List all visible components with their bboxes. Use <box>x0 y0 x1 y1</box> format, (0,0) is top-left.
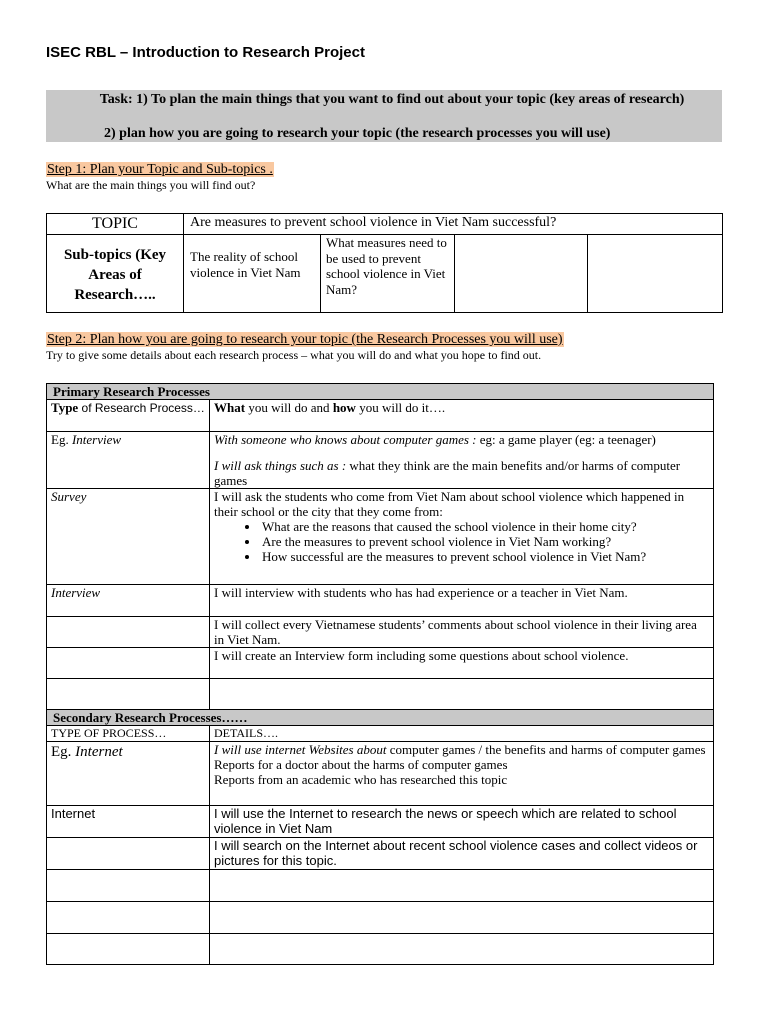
primary-form-details: I will create an Interview form including some questions about school violence. <box>210 648 714 679</box>
primary-comments-details: I will collect every Vietnamese students’ comments about school violence in their living area in Viet Nam. <box>210 617 714 648</box>
primary-eg-type: Eg. Interview <box>47 432 210 489</box>
primary-header: Primary Research Processes <box>47 384 714 400</box>
subtopic-1: The reality of school violence in Viet Nam <box>184 235 321 313</box>
secondary-internet-type: Internet <box>47 806 210 838</box>
step2-heading-wrap <box>46 330 564 348</box>
secondary-empty-type <box>47 870 210 902</box>
primary-eg-details: With someone who knows about computer games : eg: a game player (eg: a teenager) I will ask things such as : what they think are the main benefits and/or harms of computer games <box>210 432 714 489</box>
secondary-eg-details: I will use internet Websites about computer games / the benefits and harms of computer games Reports for a doctor about the harms of computer games Reports from an academic who has researched this topic <box>210 742 714 806</box>
primary-empty-type <box>47 648 210 679</box>
task-box <box>46 90 722 142</box>
task-line-1: Task: 1) To plan the main things that you want to find out about your topic (key areas of research) <box>99 92 685 107</box>
topic-value: Are measures to prevent school violence in Viet Nam successful? <box>184 214 723 235</box>
primary-interview-details: I will interview with students who has had experience or a teacher in Viet Nam. <box>210 585 714 617</box>
survey-question: • How successful are the measures to prevent school violence in Viet Nam? <box>260 549 709 564</box>
secondary-empty-type <box>47 934 210 965</box>
step2-subtitle: Try to give some details about each research process – what you will do and what you hope to find out. <box>46 348 542 362</box>
secondary-col-details: DETAILS…. <box>210 726 714 742</box>
primary-empty-type <box>47 679 210 710</box>
secondary-empty-type <box>47 902 210 934</box>
survey-question-list <box>214 519 709 564</box>
subtopic-3 <box>455 235 588 313</box>
step1-heading-wrap <box>46 160 274 178</box>
secondary-eg-type: Eg. Internet <box>47 742 210 806</box>
primary-survey-type: Survey <box>47 489 210 585</box>
primary-interview-type: Interview <box>47 585 210 617</box>
subtopics-label: Sub-topics (Key Areas of Research….. <box>47 235 184 313</box>
secondary-empty-details <box>210 902 714 934</box>
step1-subtitle: What are the main things you will find out? <box>46 178 256 192</box>
subtopic-2: What measures need to be used to prevent school violence in Viet Nam? <box>321 235 455 313</box>
secondary-col-type: TYPE OF PROCESS… <box>47 726 210 742</box>
research-table <box>46 383 714 965</box>
topic-table <box>46 213 723 313</box>
primary-empty-details <box>210 679 714 710</box>
primary-col-type: Type of Research Process… <box>47 400 210 432</box>
primary-empty-type <box>47 617 210 648</box>
secondary-internet-details-1: I will use the Internet to research the news or speech which are related to school violence in Viet Nam <box>210 806 714 838</box>
subtopic-4 <box>588 235 723 313</box>
secondary-empty-details <box>210 870 714 902</box>
topic-label: TOPIC <box>47 214 184 235</box>
survey-question: • What are the reasons that caused the school violence in their home city? <box>260 519 709 534</box>
secondary-empty-details <box>210 934 714 965</box>
primary-survey-details: I will ask the students who come from Viet Nam about school violence which happened in their school or the city that they come from: • What are the reasons that caused the school violence in their home city? • Are the measures to prevent school violence in Viet Nam working? • How successful are the measures to prevent school violence in Viet Nam? <box>210 489 714 585</box>
primary-col-what: What you will do and how you will do it…. <box>210 400 714 432</box>
survey-question: • Are the measures to prevent school violence in Viet Nam working? <box>260 534 709 549</box>
step1-heading: Step 1: Plan your Topic and Sub-topics . <box>47 162 273 177</box>
secondary-internet-details-2: I will search on the Internet about recent school violence cases and collect videos or pictures for this topic. <box>210 838 714 870</box>
task-line-2: 2) plan how you are going to research your topic (the research processes you will use) <box>104 126 611 141</box>
secondary-header: Secondary Research Processes…… <box>47 710 714 726</box>
secondary-empty-type <box>47 838 210 870</box>
step2-heading: Step 2: Plan how you are going to research your topic (the Research Processes you will use) <box>47 332 563 347</box>
page-title: ISEC RBL – Introduction to Research Project <box>46 44 365 61</box>
